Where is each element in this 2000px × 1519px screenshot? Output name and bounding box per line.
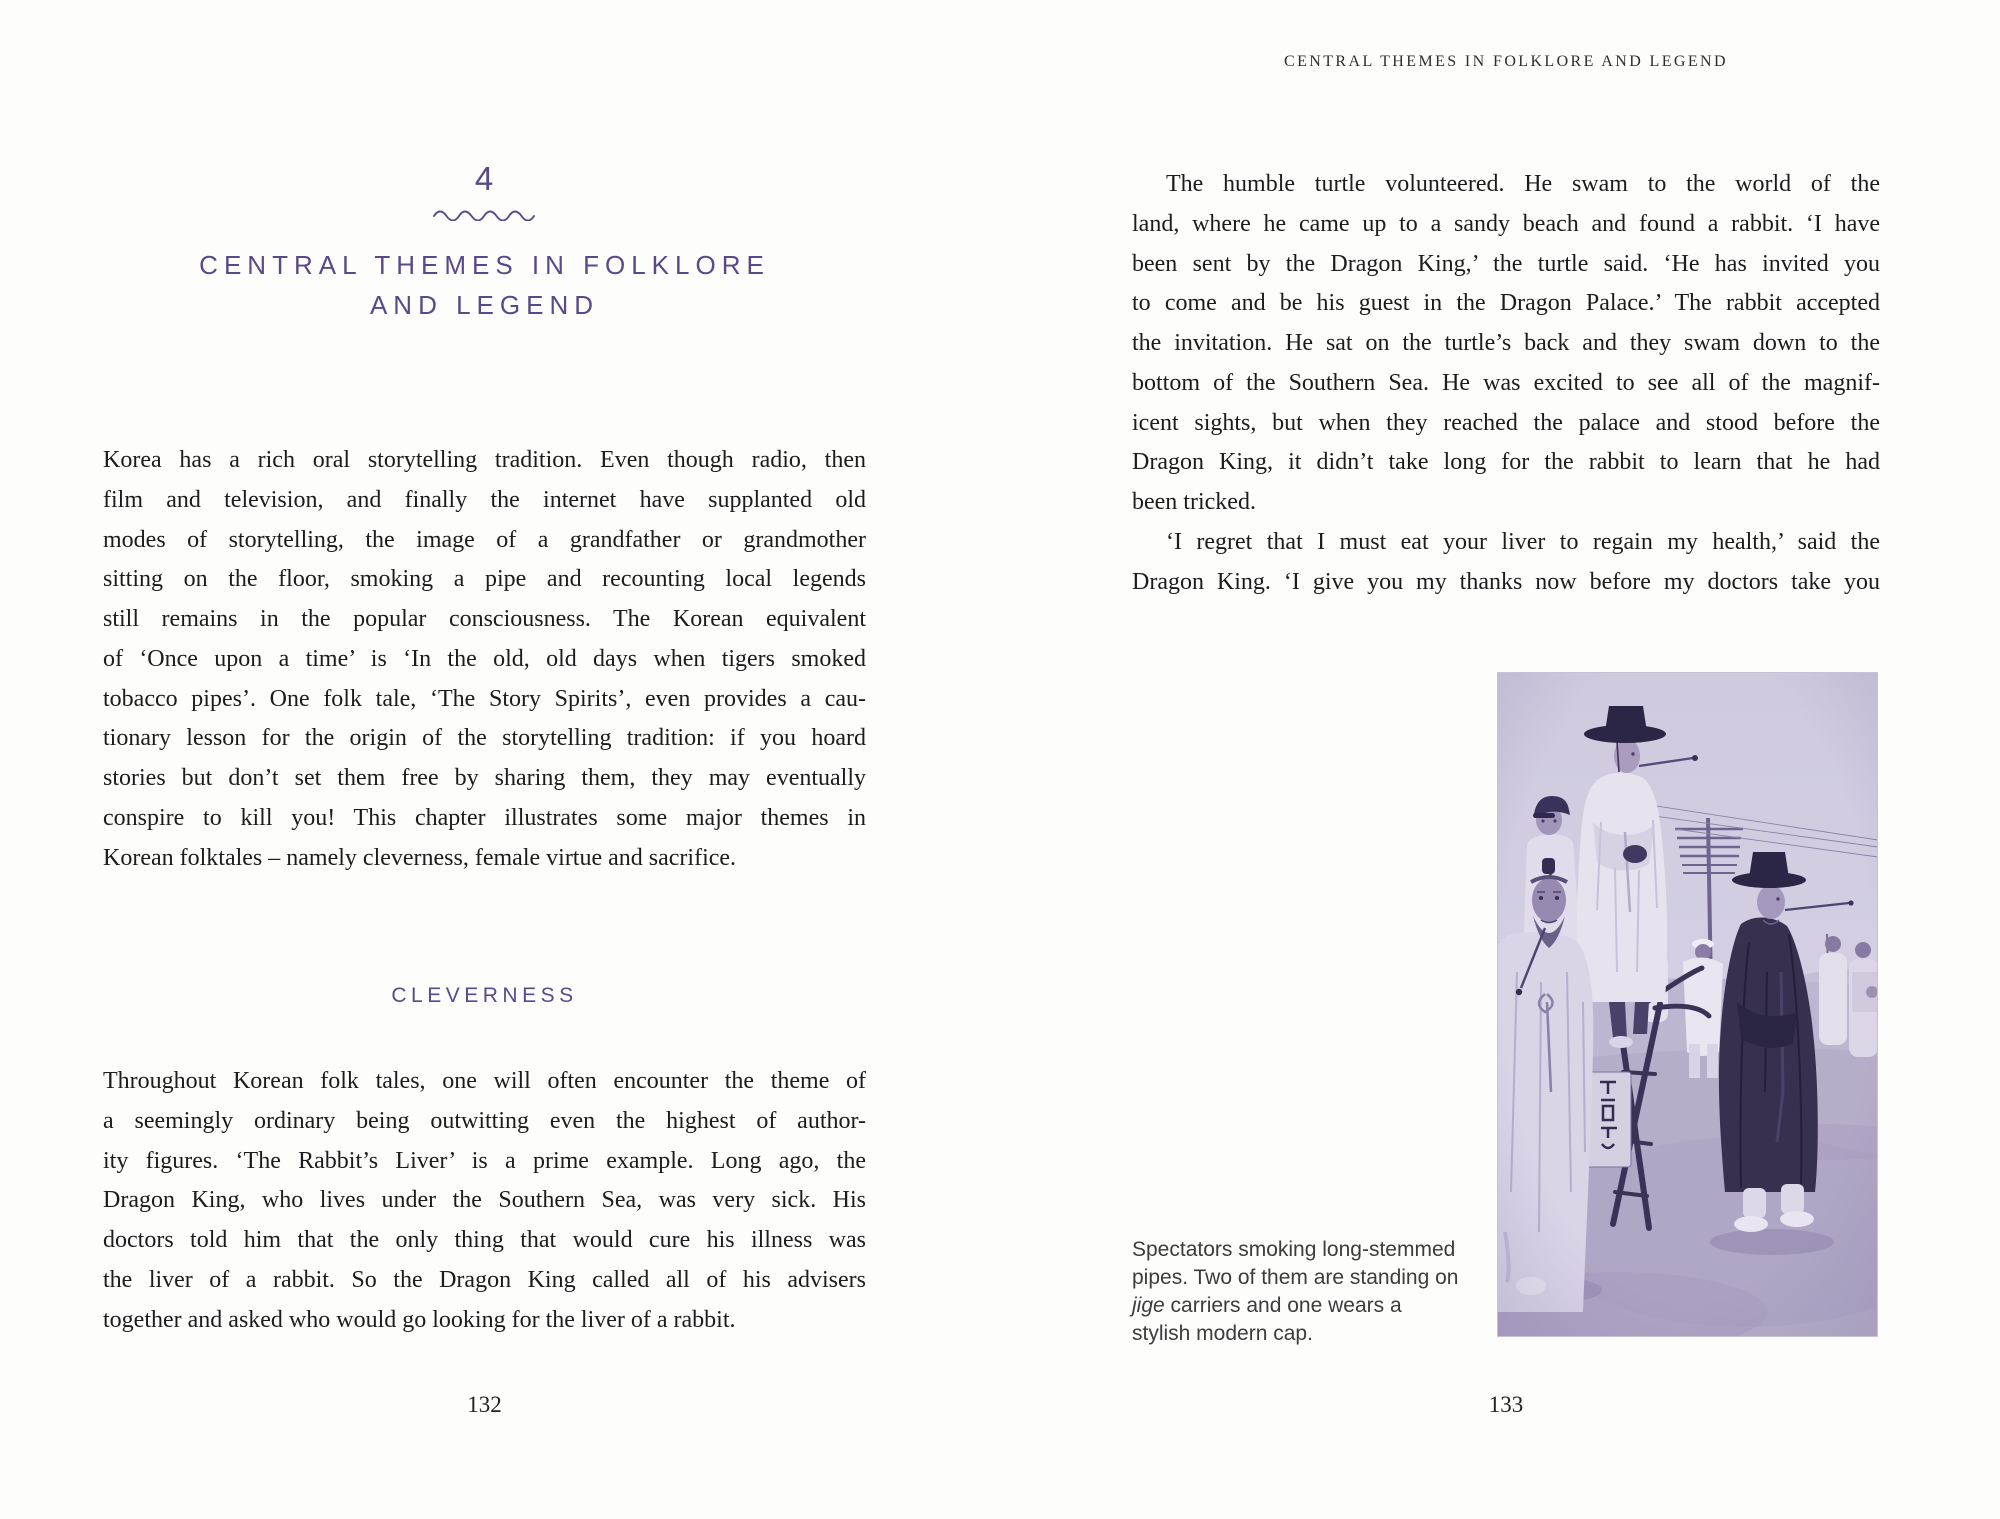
text-line: The humble turtle volunteered. He swam to the world of the (1166, 171, 1880, 197)
text-line: Korea has a rich oral storytelling tradition. Even though radio, then (103, 447, 866, 473)
text-line: Dragon King, who lives under the Southern Sea, was very sick. His (103, 1187, 866, 1214)
chapter-title-line1: CENTRAL THEMES IN FOLKLORE (199, 250, 770, 280)
chapter-title-line2: AND LEGEND (369, 290, 600, 320)
text-line: doctors told him that the only thing that would cure his illness was (103, 1227, 866, 1253)
text-line: modes of storytelling, the image of a grandfather or grandmother (103, 526, 866, 553)
squiggle-ornament-icon (432, 207, 538, 221)
text-line: Dragon King. ‘I give you my thanks now before my doctors take you (1132, 568, 1880, 595)
text-line: of ‘Once upon a time’ is ‘In the old, old days when tigers smoked (103, 645, 866, 672)
page-number-left: 132 (467, 1392, 502, 1417)
text-line: sitting on the floor, smoking a pipe and recounting local legends (103, 566, 866, 593)
text-line: tionary lesson for the origin of the storytelling tradition: if you hoard (103, 725, 866, 752)
text-line: together and asked who would go looking for the liver of a rabbit. (103, 1306, 736, 1333)
intro-paragraph (103, 441, 866, 878)
chapter-number: 4 (474, 160, 495, 197)
text-line: tobacco pipes’. One folk tale, ‘The Story Spirits’, even provides a cau- (103, 685, 866, 712)
text-line: Throughout Korean folk tales, one will often encounter the theme of (103, 1068, 866, 1094)
text-line: stories but don’t set them free by sharing them, they may eventually (103, 765, 866, 791)
text-line: ‘I regret that I must eat your liver to regain my health,’ said the (1166, 529, 1880, 555)
cleverness-paragraph (103, 1062, 866, 1340)
running-header: CENTRAL THEMES IN FOLKLORE AND LEGEND (1284, 53, 1728, 70)
text-line: the invitation. He sat on the turtle’s back and they swam down to the (1132, 330, 1880, 356)
text-line: been tricked. (1132, 489, 1256, 515)
text-line: icent sights, but when they reached the palace and stood before the (1132, 409, 1880, 436)
text-line: a seemingly ordinary being outwitting even the highest of author- (103, 1107, 866, 1134)
text-line: still remains in the popular consciousness. The Korean equivalent (103, 606, 866, 632)
section-heading-cleverness: CLEVERNESS (391, 984, 578, 1007)
text-line: film and television, and finally the internet have supplanted old (103, 486, 866, 513)
text-line: Korean folktales – namely cleverness, female virtue and sacrifice. (103, 844, 737, 871)
chapter-title (103, 245, 866, 325)
story-paragraph-1 (1132, 165, 1880, 523)
text-line: Dragon King, it didn’t take long for the rabbit to learn that he had (1132, 449, 1880, 476)
caption-text: Spectators smoking long-stemmed pipes. Two of them are standing on (1132, 1238, 1459, 1289)
page-number-right: 133 (1488, 1392, 1524, 1417)
caption-italic-term: jige (1132, 1294, 1165, 1317)
story-paragraph-2 (1132, 523, 1880, 603)
text-line: land, where he came up to a sandy beach and found a rabbit. ‘I have (1132, 210, 1880, 237)
text-line: conspire to kill you! This chapter illustrates some major themes in (103, 804, 866, 831)
text-line: bottom of the Southern Sea. He was excited to see all of the magnif- (1132, 369, 1880, 396)
text-line: been sent by the Dragon King,’ the turtle said. ‘He has invited you (1132, 250, 1880, 277)
text-line: to come and be his guest in the Dragon Palace.’ The rabbit accepted (1132, 290, 1880, 317)
spectators-photograph (1497, 672, 1878, 1337)
caption-text-end: carriers and one wears a stylish modern cap. (1132, 1294, 1402, 1345)
text-line: ity figures. ‘The Rabbit’s Liver’ is a prime example. Long ago, the (103, 1147, 866, 1174)
text-line: the liver of a rabbit. So the Dragon King called all of his advisers (103, 1266, 866, 1293)
right-page (1000, 0, 2000, 1519)
photo-caption (1132, 1236, 1464, 1348)
